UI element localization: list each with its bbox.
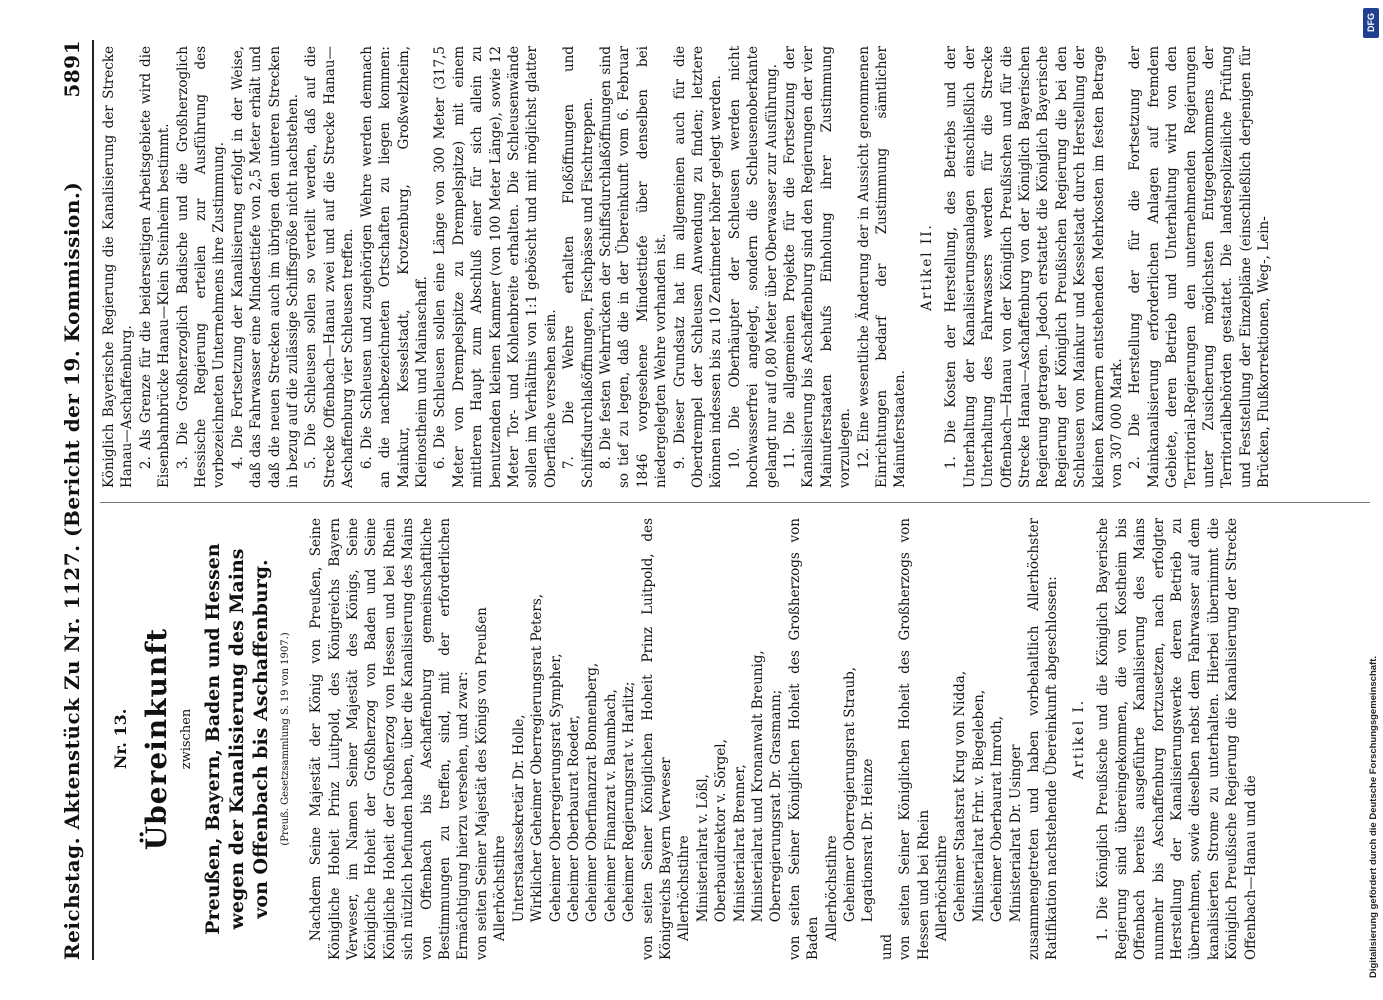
article-paragraph: 9. Dieser Grundsatz hat im allgemeinen auch für die Oberdrempel der Schleusen Anwendung zu finden; letztere können indessen bis zu 10 Zentimeter höher gelegt werden. xyxy=(671,46,725,488)
bavaria-names xyxy=(694,518,786,960)
article-paragraph: 7. Die Wehre erhalten Floßöffnungen und Schiffsdurchlaßöffnungen, Fischpässe und Fischtreppen. xyxy=(561,46,596,488)
right-column xyxy=(100,46,1370,488)
article-paragraph: 6. Die Schleusen und zugehörigen Wehre werden demnach an die nachbezeichneten Ortschaften zu liegen kommen: Mainkur, Kesselstadt, Krotzenburg, Großwelzheim, Kleinostheim und Mainaschaff. xyxy=(358,46,430,488)
hessen-delegation: von seiten Seiner Königlichen Hoheit des Großherzogs von Hessen und bei Rhein xyxy=(897,518,932,960)
delegate-name: Geheimer Regierungsrat v. Harlitz; xyxy=(621,681,638,923)
delegate-name: Geheimer Finanzrat v. Baumbach, xyxy=(602,689,619,923)
article-paragraph: 12. Eine wesentliche Änderung der in Aussicht genommenen Einrichtungen bedarf der Zustimmung sämtlicher Mainuferstaaten. xyxy=(855,46,909,488)
delegate-name: Ministerialrat v. Lößl, xyxy=(694,774,711,923)
delegate-name: Geheimer Oberbaurat Roeder, xyxy=(565,714,582,923)
between-label: zwischen xyxy=(179,708,195,770)
article-heading: Artikel II. xyxy=(918,223,935,311)
baden-names xyxy=(841,518,878,960)
delegate-name: Geheimer Oberregierungsrat Sympher, xyxy=(547,653,564,923)
bavaria-delegation: von seiten Seiner Königlichen Hoheit Prinz Luitpold, des Königreichs Bayern Verweser xyxy=(639,518,674,960)
article-paragraph: 4. Die Fortsetzung der Kanalisierung erfolgt in der Weise, daß das Fahrwasser eine Mindesttiefe von 2,5 Meter erhält und daß die neuen Strecken auch im übrigen den unteren Strecken in bezug auf die zulässige Schiffsgröße nicht nachstehen. xyxy=(229,46,302,488)
delegate-name: Unterstaatssekretär Dr. Holle, xyxy=(510,714,527,923)
prussia-title: Allerhöchstihre xyxy=(492,835,509,942)
delegate-name: Wirklicher Geheimer Oberregierungsrat Peters, xyxy=(529,593,546,923)
delegate-name: Legationsrat Dr. Heinze xyxy=(860,758,877,923)
article-paragraph: 3. Die Großherzoglich Badische und die Großherzoglich Hessische Regierung erteilen zur Ausführung des vorbezeichneten Unternehmens ihre Zustimmung. xyxy=(174,46,228,488)
article-paragraph: 6. Die Schleusen sollen eine Länge von 300 Meter (317,5 Meter von Drempelspitze zu Drempelspitze) mit einem mittleren Haupt zum Abschluß einer für sich allein zu benutzenden kleinen Kammer (von 100 Meter Länge), sowie 12 Meter Tor- und Kohlenbreite erhalten. Die Schleusenwände sollen im Verhältnis von 1:1 geböscht und mit möglichst glatter Oberfläche versehen sein. xyxy=(432,46,559,488)
bavaria-title: Allerhöchstihre xyxy=(676,835,693,942)
article-paragraph: 10. Die Oberhäupter der Schleusen werden nicht hochwasserfrei angelegt, sondern die Schleusenoberkante gelangt nur auf 0,80 Meter über Oberwasser zur Ausführung. xyxy=(726,46,780,488)
column-divider xyxy=(100,502,1370,503)
delegate-name: Geheimer Oberfinanzrat Bonnenberg, xyxy=(584,662,601,923)
intro-paragraph: Nachdem Seine Majestät der König von Preußen, Seine Königliche Hoheit Prinz Luitpold, des Königreichs Bayern Verweser, im Namen Seiner Majestät des Königs, Seine Königliche Hoheit der Großherzog von Baden und Seine Königliche Hoheit der Großherzog von Hessen und bei Rhein sich nützlich befunden haben, über die Kanalisierung des Mains von Offenbach bis Aschaffenburg gemeinschaftliche Bestimmungen zu treffen, sind, mit der erforderlichen Ermächtigung hierzu versehen, und zwar: xyxy=(308,518,472,960)
dfg-logo: DFG xyxy=(1363,8,1379,38)
left-column xyxy=(100,518,1370,960)
prussia-delegation: von seiten Seiner Majestät des Königs von Preußen xyxy=(473,607,490,960)
document-title: Preußen, Bayern, Baden und Hessen wegen der Kanalisierung des Mains von Offenbach bis Aschaffenburg. xyxy=(201,543,272,935)
delegate-name: Oberregierungsrat Dr. Grasmann; xyxy=(768,689,785,923)
delegate-name: Geheimer Oberregierungsrat Straub, xyxy=(842,666,858,923)
article-paragraph: 2. Die Herstellung der für die Fortsetzung der Mainkanalisierung erforderlichen Anlagen auf fremdem Gebiete, deren Betrieb und Unterhaltung wird von den Territorial-Regierungen den unternehmenden Regierungen unter Zusicherung möglichsten Entgegenkommens der Territorialbehörden gestattet. Die landespolizeiliche Prüfung und Feststellung der Einzelpläne (einschließlich derjenigen für Brücken, Flußkorrektionen, Weg-, Lein- xyxy=(1127,46,1273,488)
delegate-name: Geheimer Oberbaurat Imroth, xyxy=(989,716,1006,923)
document-number: Nr. 13. xyxy=(111,708,130,770)
prussia-names xyxy=(510,518,639,960)
article-paragraph: 1. Die Kosten der Herstellung, des Betriebs und der Unterhaltung der Kanalisierungsanlagen einschließlich der Unterhaltung des Fahrwassers werden für die Strecke Offenbach—Hanau von der Königlich Preußischen und für die Strecke Hanau—Aschaffenburg von der Königlich Bayerischen Regierung getragen. Jedoch erstattet die Königlich Bayerische Regierung der Königlich Preußischen Regierung die bei den Schleusen von Mainkur und Kesselstadt durch Herstellung der kleinen Kammern entstehenden Mehrkosten im festen Betrage von 307 000 Mark. xyxy=(943,46,1125,488)
page-number: 5891 xyxy=(60,40,84,98)
article-heading: Artikel I. xyxy=(1070,698,1087,780)
article-paragraph: Königlich Bayerische Regierung die Kanalisierung der Strecke Hanau—Aschaffenburg. xyxy=(101,46,136,488)
baden-delegation: von seiten Seiner Königlichen Hoheit des Großherzogs von Baden xyxy=(786,518,822,960)
hessen-title: Allerhöchstihre xyxy=(934,835,951,942)
document-type: Übereinkunft xyxy=(140,627,174,851)
digitization-credit: Digitalisierung gefördert durch die Deutsche Forschungsgemeinschaft. xyxy=(1368,656,1379,978)
delegate-name: Ministerialrat Brenner, xyxy=(731,764,748,923)
und-connector: und xyxy=(878,933,895,960)
article-paragraph: 5. Die Schleusen sollen so verteilt werden, daß auf die Strecke Offenbach—Hanau zwei und auf die Strecke Hanau—Aschaffenburg vier Schleusen treffen. xyxy=(303,46,357,488)
article-paragraph: 1. Die Königlich Preußische und die Königlich Bayerische Regierung sind übereingekommen, die von Kostheim bis Offenbach bereits ausgeführte Kanalisierung des Mains nunmehr bis Aschaffenburg fortzusetzen, nach erfolgter Herstellung der Kanalisierungswerke deren Betrieb zu übernehmen, sowie dieselben nebst dem Fahrwasser auf dem kanalisierten Strome zu unterhalten. Hierbei übernimmt die Königlich Preußische Regierung die Kanalisierung der Strecke Offenbach—Hanau und die xyxy=(1095,518,1259,960)
article-paragraph: 8. Die festen Wehrrücken der Schiffsdurchlaßöffnungen sind so tief zu legen, daß die in der Übereinkunft vom 6. Februar 1846 vorgesehene Mindesttiefe über denselben bei niedergelegten Wehre vorhanden ist. xyxy=(597,46,670,488)
header-title: Reichstag. Aktenstück Zu Nr. 1127. (Bericht der 19. Kommission.) xyxy=(60,181,84,960)
delegate-name: Ministerialrat Frhr. v. Biegeleben, xyxy=(970,689,987,923)
delegate-name: Oberbaudirektor v. Sörgel, xyxy=(713,739,730,923)
running-header xyxy=(55,40,89,960)
delegate-name: Ministerialrat Dr. Usinger xyxy=(1007,744,1024,923)
delegate-name: Ministerialrat und Kronanwalt Breunig, xyxy=(749,650,766,923)
delegate-name: Geheimer Staatsrat Krug von Nidda, xyxy=(952,670,969,923)
document-source: (Preuß. Gesetzsammlung S. 19 von 1907.) xyxy=(279,632,291,846)
article-paragraph: 2. Als Grenze für die beiderseitigen Arbeitsgebiete wird die Eisenbahnbrücke Hanau—Klein Steinheim bestimmt. xyxy=(137,46,173,488)
article-paragraph: 11. Die allgemeinen Projekte für die Fortsetzung der Kanalisierung bis Aschaffenburg sind den Regierungen der vier Mainuferstaaten behufs Einholung ihrer Zustimmung vorzulegen. xyxy=(782,46,854,488)
closing-paragraph: zusammengetreten und haben vorbehaltlich Allerhöchster Ratifikation nachstehende Übereinkunft abgeschlossen: xyxy=(1026,518,1061,960)
hessen-names xyxy=(951,518,1025,960)
header-rule xyxy=(92,40,94,960)
baden-title: Allerhöchstihre xyxy=(823,835,840,942)
